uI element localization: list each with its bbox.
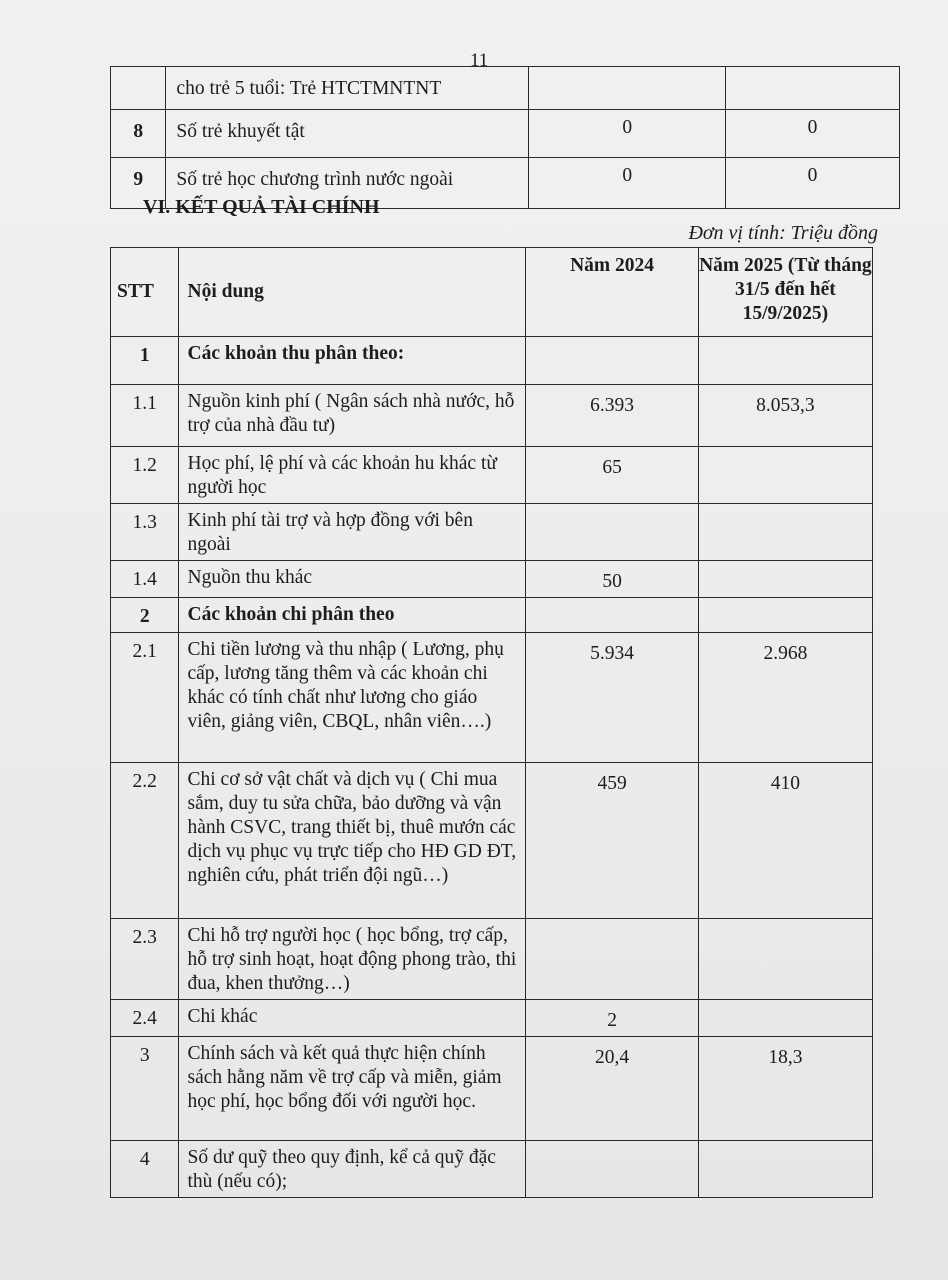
unit-note: Đơn vị tính: Triệu đồng	[688, 222, 878, 244]
content-cell: Chi khác	[179, 1000, 526, 1037]
year-2025-cell: 2.968	[698, 633, 872, 763]
stt-cell: 2.3	[111, 919, 179, 1000]
year-2025-cell: 410	[698, 763, 872, 919]
table-row	[111, 633, 873, 763]
year-2024-cell: 5.934	[526, 633, 698, 763]
content-cell: Chính sách và kết quả thực hiện chính sách hằng năm về trợ cấp và miễn, giảm học phí, học bổng đối với người học.	[179, 1037, 526, 1141]
year-2024-cell: 50	[526, 561, 698, 598]
year-2024-cell	[526, 1141, 698, 1198]
value-cell: 0	[529, 110, 726, 158]
year-2025-cell	[698, 1000, 872, 1037]
year-2024-cell	[526, 337, 698, 385]
header-year-2025: Năm 2025 (Từ tháng 31/5 đến hết 15/9/2025)	[698, 248, 872, 337]
year-2025-cell	[698, 561, 872, 598]
stt-cell: 9	[111, 158, 166, 209]
year-2024-cell: 2	[526, 1000, 698, 1037]
content-cell: Học phí, lệ phí và các khoản hu khác từ người học	[179, 447, 526, 504]
value-cell	[529, 67, 726, 110]
stt-cell: 2	[111, 598, 179, 633]
stt-cell: 2.2	[111, 763, 179, 919]
header-stt: STT	[111, 248, 179, 337]
value-cell	[726, 67, 900, 110]
content-cell: Chi tiền lương và thu nhập ( Lương, phụ cấp, lương tăng thêm và các khoản chi khác có tính chất như lương cho giáo viên, giảng viên, CBQL, nhân viên….)	[179, 633, 526, 763]
content-cell: cho trẻ 5 tuổi: Trẻ HTCTMNTNT	[166, 67, 529, 110]
content-cell: Nguồn kinh phí ( Ngân sách nhà nước, hỗ trợ của nhà đầu tư)	[179, 385, 526, 447]
content-cell: Các khoản thu phân theo:	[179, 337, 526, 385]
finance-table-body	[111, 337, 873, 1198]
year-2024-cell	[526, 504, 698, 561]
stt-cell: 8	[111, 110, 166, 158]
year-2024-cell: 20,4	[526, 1037, 698, 1141]
year-2025-cell	[698, 504, 872, 561]
year-2024-cell: 65	[526, 447, 698, 504]
section-title: VI. KẾT QUẢ TÀI CHÍNH	[143, 196, 380, 218]
stt-cell: 1.3	[111, 504, 179, 561]
table-row	[111, 561, 873, 598]
value-cell: 0	[726, 158, 900, 209]
content-cell: Các khoản chi phân theo	[179, 598, 526, 633]
content-cell: Số trẻ khuyết tật	[166, 110, 529, 158]
content-cell: Chi hỗ trợ người học ( học bổng, trợ cấp, hỗ trợ sinh hoạt, hoạt động phong trào, thi đua, khen thưởng…)	[179, 919, 526, 1000]
year-2025-cell: 18,3	[698, 1037, 872, 1141]
content-cell: Nguồn thu khác	[179, 561, 526, 598]
table-row	[111, 337, 873, 385]
stt-cell: 4	[111, 1141, 179, 1198]
year-2025-cell	[698, 337, 872, 385]
table-row	[111, 598, 873, 633]
table-row	[111, 1141, 873, 1198]
student-stats-table	[110, 66, 900, 209]
page-number: 11	[470, 50, 489, 71]
year-2024-cell: 6.393	[526, 385, 698, 447]
table-row	[111, 385, 873, 447]
table-header-row	[111, 248, 873, 337]
table-row	[111, 504, 873, 561]
table-row	[111, 110, 900, 158]
stt-cell	[111, 67, 166, 110]
table-row	[111, 1000, 873, 1037]
value-cell: 0	[726, 110, 900, 158]
year-2025-cell: 8.053,3	[698, 385, 872, 447]
value-cell: 0	[529, 158, 726, 209]
year-2025-cell	[698, 919, 872, 1000]
header-year-2024: Năm 2024	[526, 248, 698, 337]
year-2024-cell: 459	[526, 763, 698, 919]
table-row	[111, 67, 900, 110]
content-cell: Kinh phí tài trợ và hợp đồng với bên ngoài	[179, 504, 526, 561]
stt-cell: 1	[111, 337, 179, 385]
year-2024-cell	[526, 919, 698, 1000]
stt-cell: 1.2	[111, 447, 179, 504]
year-2025-cell	[698, 447, 872, 504]
year-2025-cell	[698, 598, 872, 633]
stt-cell: 1.4	[111, 561, 179, 598]
year-2024-cell	[526, 598, 698, 633]
stt-cell: 2.4	[111, 1000, 179, 1037]
content-cell: Số dư quỹ theo quy định, kể cả quỹ đặc thù (nếu có);	[179, 1141, 526, 1198]
table-row	[111, 447, 873, 504]
content-cell: Chi cơ sở vật chất và dịch vụ ( Chi mua sắm, duy tu sửa chữa, bảo dưỡng và vận hành CSVC, trang thiết bị, thuê mướn các dịch vụ phục vụ trực tiếp cho HĐ GD ĐT, nghiên cứu, phát triển đội ngũ…)	[179, 763, 526, 919]
stt-cell: 1.1	[111, 385, 179, 447]
table-row	[111, 1037, 873, 1141]
stt-cell: 3	[111, 1037, 179, 1141]
finance-table	[110, 247, 873, 1198]
stt-cell: 2.1	[111, 633, 179, 763]
content-cell: Số trẻ học chương trình nước ngoài	[166, 158, 529, 209]
year-2025-cell	[698, 1141, 872, 1198]
header-content: Nội dung	[179, 248, 526, 337]
table-row	[111, 919, 873, 1000]
table-row	[111, 763, 873, 919]
